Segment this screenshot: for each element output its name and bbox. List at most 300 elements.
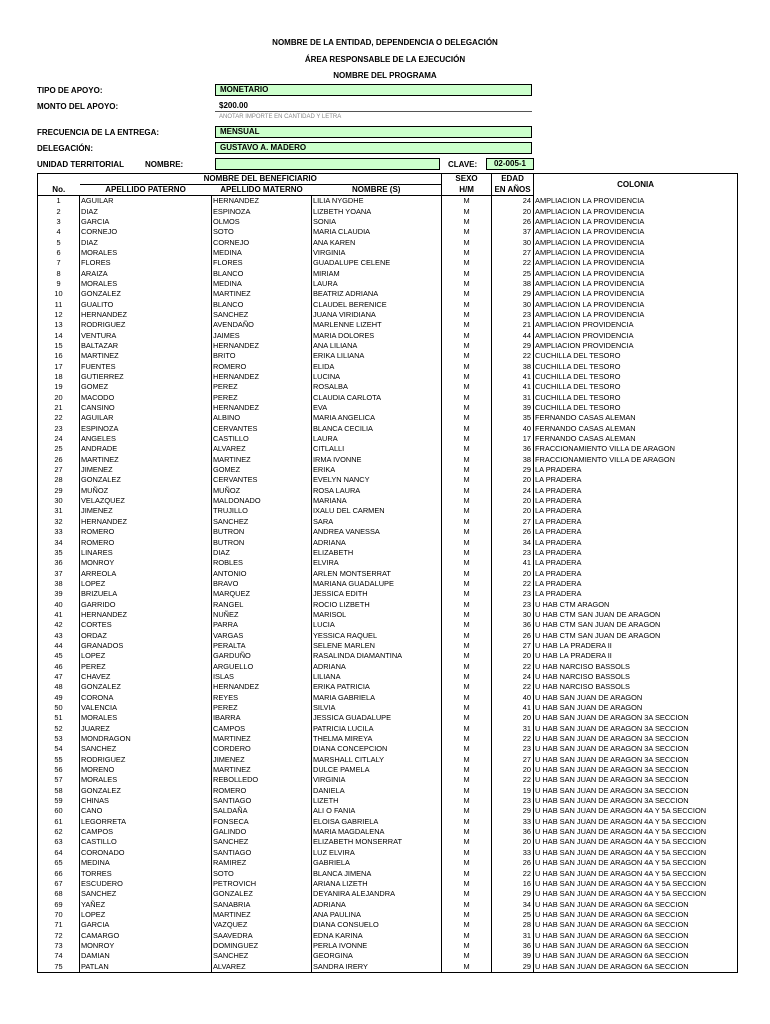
table-row	[38, 610, 738, 620]
nombre-cell: MARIANA GUADALUPE	[312, 579, 442, 589]
sexo-cell: M	[442, 237, 492, 247]
table-row	[38, 558, 738, 568]
apellido-paterno-cell: LEGORRETA	[80, 817, 212, 827]
apellido-paterno-cell: AGUILAR	[80, 413, 212, 423]
edad-cell: 29	[492, 961, 534, 972]
row-number-cell: 3	[38, 217, 80, 227]
nombre-cell: DANIELA	[312, 786, 442, 796]
nombre-cell: DEYANIRA ALEJANDRA	[312, 889, 442, 899]
sexo-cell: M	[442, 455, 492, 465]
sexo-cell: M	[442, 910, 492, 920]
sexo-cell: M	[442, 206, 492, 216]
tipo-label: TIPO DE APOYO:	[37, 86, 103, 95]
nombre-cell: LAURA	[312, 434, 442, 444]
nombre-cell: MIRIAM	[312, 268, 442, 278]
nombre-cell: CLAUDIA CARLOTA	[312, 393, 442, 403]
sexo-cell: M	[442, 227, 492, 237]
table-row	[38, 599, 738, 609]
colonia-cell: U HAB SAN JUAN DE ARAGON 6A SECCION	[534, 951, 738, 961]
apellido-materno-cell: HERNANDEZ	[212, 403, 312, 413]
row-number-cell: 41	[38, 610, 80, 620]
table-row	[38, 258, 738, 268]
colonia-cell: U HAB SAN JUAN DE ARAGON 6A SECCION	[534, 961, 738, 972]
nombre-cell: GEORGINA	[312, 951, 442, 961]
sexo-cell: M	[442, 382, 492, 392]
sexo-cell: M	[442, 558, 492, 568]
nombre-cell: LILIANA	[312, 672, 442, 682]
apellido-materno-cell: SANTIAGO	[212, 848, 312, 858]
apellido-materno-cell: MARTINEZ	[212, 289, 312, 299]
edad-cell: 25	[492, 910, 534, 920]
nombre-cell: MARLENNE LIZEHT	[312, 320, 442, 330]
apellido-materno-cell: DOMINGUEZ	[212, 941, 312, 951]
row-number-cell: 23	[38, 424, 80, 434]
apellido-materno-cell: GONZALEZ	[212, 889, 312, 899]
apellido-paterno-cell: MEDINA	[80, 858, 212, 868]
table-row	[38, 734, 738, 744]
apellido-materno-cell: CAMPOS	[212, 724, 312, 734]
edad-cell: 36	[492, 941, 534, 951]
colonia-cell: CUCHILLA DEL TESORO	[534, 393, 738, 403]
nombre-cell: LILIA NYGDHE	[312, 196, 442, 207]
row-number-cell: 50	[38, 703, 80, 713]
table-row	[38, 837, 738, 847]
table-row	[38, 920, 738, 930]
colonia-cell: U HAB SAN JUAN DE ARAGON 4A Y 5A SECCION	[534, 848, 738, 858]
colonia-cell: AMPLIACION LA PROVIDENCIA	[534, 237, 738, 247]
edad-cell: 24	[492, 486, 534, 496]
table-row	[38, 320, 738, 330]
monto-note: ANOTAR IMPORTE EN CANTIDAD Y LETRA	[219, 114, 342, 120]
apellido-materno-cell: BRAVO	[212, 579, 312, 589]
apellido-materno-cell: CORDERO	[212, 744, 312, 754]
sexo-cell: M	[442, 930, 492, 940]
colonia-cell: AMPLIACION LA PROVIDENCIA	[534, 248, 738, 258]
table-row	[38, 548, 738, 558]
nombre-cell: JUANA VIRIDIANA	[312, 310, 442, 320]
apellido-materno-cell: SOTO	[212, 227, 312, 237]
table-row	[38, 196, 738, 207]
apellido-materno-cell: AVENDAÑO	[212, 320, 312, 330]
sexo-cell: M	[442, 724, 492, 734]
colonia-cell: U HAB SAN JUAN DE ARAGON 4A Y 5A SECCION	[534, 806, 738, 816]
nombre-cell: PATRICIA LUCILA	[312, 724, 442, 734]
sexo-cell: M	[442, 848, 492, 858]
colonia-cell: U HAB CTM ARAGON	[534, 599, 738, 609]
colonia-cell: U HAB SAN JUAN DE ARAGON 6A SECCION	[534, 930, 738, 940]
clave-label: CLAVE:	[448, 160, 478, 169]
sexo-cell: M	[442, 703, 492, 713]
apellido-paterno-cell: HERNANDEZ	[80, 610, 212, 620]
row-number-cell: 53	[38, 734, 80, 744]
apellido-materno-cell: FONSECA	[212, 817, 312, 827]
sexo-cell: M	[442, 786, 492, 796]
nombre-cell: MARIA GABRIELA	[312, 693, 442, 703]
apellido-paterno-cell: MONROY	[80, 941, 212, 951]
table-row	[38, 506, 738, 516]
nombre-cell: RASALINDA DIAMANTINA	[312, 651, 442, 661]
apellido-paterno-cell: GONZALEZ	[80, 682, 212, 692]
table-row	[38, 806, 738, 816]
sexo-cell: M	[442, 579, 492, 589]
tipo-field[interactable]: MONETARIO	[215, 84, 532, 96]
apellido-paterno-cell: ANGELES	[80, 434, 212, 444]
colonia-cell: LA PRADERA	[534, 496, 738, 506]
nombre-cell: ELIZABETH	[312, 548, 442, 558]
apellido-materno-cell: JIMENEZ	[212, 755, 312, 765]
apellido-paterno-cell: JUAREZ	[80, 724, 212, 734]
table-row	[38, 910, 738, 920]
apellido-materno-cell: SANCHEZ	[212, 951, 312, 961]
row-number-cell: 17	[38, 362, 80, 372]
monto-label: MONTO DEL APOYO:	[37, 102, 119, 111]
sexo-cell: M	[442, 889, 492, 899]
colonia-cell: AMPLIACION LA PROVIDENCIA	[534, 268, 738, 278]
edad-cell: 22	[492, 579, 534, 589]
nombre-label: NOMBRE:	[145, 160, 184, 169]
apellido-materno-cell: HERNANDEZ	[212, 196, 312, 207]
edad-cell: 29	[492, 341, 534, 351]
row-number-cell: 70	[38, 910, 80, 920]
edad-cell: 22	[492, 258, 534, 268]
table-row	[38, 351, 738, 361]
apellido-paterno-cell: LINARES	[80, 548, 212, 558]
nombre-cell: IRMA IVONNE	[312, 455, 442, 465]
table-row	[38, 330, 738, 340]
edad-cell: 20	[492, 506, 534, 516]
nombre-cell: ELIZABETH MONSERRAT	[312, 837, 442, 847]
table-row	[38, 434, 738, 444]
apellido-paterno-cell: ESPINOZA	[80, 424, 212, 434]
edad-cell: 26	[492, 527, 534, 537]
nombre-cell: ANDREA VANESSA	[312, 527, 442, 537]
edad-cell: 33	[492, 848, 534, 858]
row-number-cell: 15	[38, 341, 80, 351]
sexo-cell: M	[442, 755, 492, 765]
apellido-materno-cell: SANCHEZ	[212, 310, 312, 320]
col-no: No.	[38, 185, 80, 196]
apellido-paterno-cell: LOPEZ	[80, 579, 212, 589]
apellido-materno-cell: CERVANTES	[212, 475, 312, 485]
apellido-materno-cell: GALINDO	[212, 827, 312, 837]
edad-cell: 27	[492, 517, 534, 527]
nombre-cell: LUZ ELVIRA	[312, 848, 442, 858]
colonia-cell: U HAB SAN JUAN DE ARAGON 3A SECCION	[534, 734, 738, 744]
sexo-cell: M	[442, 527, 492, 537]
apellido-materno-cell: SALDAÑA	[212, 806, 312, 816]
delegacion-field[interactable]: GUSTAVO A. MADERO	[215, 142, 532, 154]
apellido-materno-cell: ANTONIO	[212, 568, 312, 578]
apellido-paterno-cell: CORONA	[80, 693, 212, 703]
apellido-materno-cell: VARGAS	[212, 630, 312, 640]
table-row	[38, 620, 738, 630]
sexo-cell: M	[442, 537, 492, 547]
nombre-cell: MARIA ANGELICA	[312, 413, 442, 423]
table-row	[38, 237, 738, 247]
apellido-paterno-cell: VALENCIA	[80, 703, 212, 713]
colonia-cell: CUCHILLA DEL TESORO	[534, 372, 738, 382]
row-number-cell: 57	[38, 775, 80, 785]
sexo-cell: M	[442, 827, 492, 837]
apellido-paterno-cell: FLORES	[80, 258, 212, 268]
row-number-cell: 48	[38, 682, 80, 692]
apellido-materno-cell: FLORES	[212, 258, 312, 268]
colonia-cell: AMPLIACION LA PROVIDENCIA	[534, 258, 738, 268]
table-row	[38, 786, 738, 796]
nombre-cell: PERLA IVONNE	[312, 941, 442, 951]
nombre-cell: JESSICA EDITH	[312, 589, 442, 599]
table-row	[38, 672, 738, 682]
apellido-materno-cell: PEREZ	[212, 703, 312, 713]
nombre-cell: EVELYN NANCY	[312, 475, 442, 485]
table-row	[38, 217, 738, 227]
row-number-cell: 74	[38, 951, 80, 961]
sexo-cell: M	[442, 475, 492, 485]
row-number-cell: 20	[38, 393, 80, 403]
colonia-cell: U HAB CTM SAN JUAN DE ARAGON	[534, 610, 738, 620]
apellido-materno-cell: ROMERO	[212, 786, 312, 796]
sexo-cell: M	[442, 620, 492, 630]
apellido-materno-cell: HERNANDEZ	[212, 341, 312, 351]
sexo-cell: M	[442, 279, 492, 289]
table-row	[38, 413, 738, 423]
row-number-cell: 64	[38, 848, 80, 858]
nombre-cell: ARLEN MONTSERRAT	[312, 568, 442, 578]
table-row	[38, 848, 738, 858]
row-number-cell: 31	[38, 506, 80, 516]
table-row	[38, 568, 738, 578]
apellido-materno-cell: PERALTA	[212, 641, 312, 651]
colonia-cell: LA PRADERA	[534, 475, 738, 485]
edad-cell: 41	[492, 558, 534, 568]
colonia-cell: FERNANDO CASAS ALEMAN	[534, 413, 738, 423]
row-number-cell: 8	[38, 268, 80, 278]
edad-cell: 39	[492, 403, 534, 413]
entity-title: NOMBRE DE LA ENTIDAD, DEPENDENCIA O DELEGACIÓN	[272, 38, 498, 47]
table-row	[38, 899, 738, 909]
table-row	[38, 341, 738, 351]
apellido-materno-cell: DIAZ	[212, 548, 312, 558]
sexo-cell: M	[442, 661, 492, 671]
nombre-cell: BEATRIZ ADRIANA	[312, 289, 442, 299]
colonia-cell: LA PRADERA	[534, 465, 738, 475]
apellido-materno-cell: PEREZ	[212, 393, 312, 403]
apellido-materno-cell: REBOLLEDO	[212, 775, 312, 785]
nombre-cell: ELOISA GABRIELA	[312, 817, 442, 827]
sexo-cell: M	[442, 403, 492, 413]
row-number-cell: 75	[38, 961, 80, 972]
table-row	[38, 579, 738, 589]
table-row	[38, 527, 738, 537]
apellido-paterno-cell: RODRIGUEZ	[80, 755, 212, 765]
apellido-paterno-cell: YAÑEZ	[80, 899, 212, 909]
table-row	[38, 486, 738, 496]
row-number-cell: 68	[38, 889, 80, 899]
edad-cell: 23	[492, 796, 534, 806]
apellido-materno-cell: BUTRON	[212, 527, 312, 537]
nombre-cell: GUADALUPE CELENE	[312, 258, 442, 268]
apellido-paterno-cell: VELAZQUEZ	[80, 496, 212, 506]
colonia-cell: AMPLIACION LA PROVIDENCIA	[534, 196, 738, 207]
apellido-paterno-cell: DIAZ	[80, 206, 212, 216]
sexo-cell: M	[442, 961, 492, 972]
apellido-materno-cell: SOTO	[212, 868, 312, 878]
edad-cell: 24	[492, 672, 534, 682]
apellido-paterno-cell: PEREZ	[80, 661, 212, 671]
nombre-cell: MARIANA	[312, 496, 442, 506]
row-number-cell: 45	[38, 651, 80, 661]
edad-cell: 28	[492, 920, 534, 930]
row-number-cell: 29	[38, 486, 80, 496]
table-row	[38, 496, 738, 506]
nombre-cell: CLAUDEL BERENICE	[312, 299, 442, 309]
edad-cell: 29	[492, 465, 534, 475]
edad-cell: 30	[492, 237, 534, 247]
apellido-paterno-cell: CHAVEZ	[80, 672, 212, 682]
nombre-cell: MARIA DOLORES	[312, 330, 442, 340]
sexo-cell: M	[442, 837, 492, 847]
nombre-cell: ALI O FANIA	[312, 806, 442, 816]
col-sexo-1: SEXO	[442, 174, 492, 185]
edad-cell: 38	[492, 362, 534, 372]
apellido-paterno-cell: CANO	[80, 806, 212, 816]
nombre-cell: THELMA MIREYA	[312, 734, 442, 744]
row-number-cell: 62	[38, 827, 80, 837]
row-number-cell: 44	[38, 641, 80, 651]
colonia-cell: U HAB SAN JUAN DE ARAGON 3A SECCION	[534, 713, 738, 723]
edad-cell: 25	[492, 268, 534, 278]
colonia-cell: U HAB CTM SAN JUAN DE ARAGON	[534, 620, 738, 630]
sexo-cell: M	[442, 713, 492, 723]
table-row	[38, 682, 738, 692]
nombre-cell: LUCIA	[312, 620, 442, 630]
sexo-cell: M	[442, 568, 492, 578]
table-row	[38, 227, 738, 237]
colonia-cell: AMPLIACION LA PROVIDENCIA	[534, 289, 738, 299]
apellido-materno-cell: JAIMES	[212, 330, 312, 340]
edad-cell: 27	[492, 248, 534, 258]
table-row	[38, 755, 738, 765]
unidad-nombre-field[interactable]	[215, 158, 440, 170]
apellido-materno-cell: MARTINEZ	[212, 910, 312, 920]
table-row	[38, 951, 738, 961]
colonia-cell: AMPLIACION PROVIDENCIA	[534, 330, 738, 340]
clave-field[interactable]: 02-005-1	[486, 158, 534, 170]
frecuencia-field[interactable]: MENSUAL	[215, 126, 532, 138]
edad-cell: 23	[492, 744, 534, 754]
apellido-paterno-cell: HERNANDEZ	[80, 517, 212, 527]
table-row	[38, 455, 738, 465]
sexo-cell: M	[442, 465, 492, 475]
apellido-materno-cell: GARDUÑO	[212, 651, 312, 661]
sexo-cell: M	[442, 796, 492, 806]
nombre-cell: LIZBETH YOANA	[312, 206, 442, 216]
sexo-cell: M	[442, 693, 492, 703]
apellido-materno-cell: SAAVEDRA	[212, 930, 312, 940]
apellido-paterno-cell: JIMENEZ	[80, 465, 212, 475]
sexo-cell: M	[442, 951, 492, 961]
colonia-cell: LA PRADERA	[534, 548, 738, 558]
col-colonia: COLONIA	[534, 174, 738, 196]
nombre-cell: IXALU DEL CARMEN	[312, 506, 442, 516]
row-number-cell: 58	[38, 786, 80, 796]
edad-cell: 22	[492, 351, 534, 361]
edad-cell: 30	[492, 299, 534, 309]
apellido-paterno-cell: GUTIERREZ	[80, 372, 212, 382]
table-row	[38, 961, 738, 972]
apellido-materno-cell: PARRA	[212, 620, 312, 630]
apellido-paterno-cell: CANSINO	[80, 403, 212, 413]
row-number-cell: 54	[38, 744, 80, 754]
apellido-paterno-cell: BRIZUELA	[80, 589, 212, 599]
apellido-paterno-cell: LOPEZ	[80, 910, 212, 920]
edad-cell: 36	[492, 620, 534, 630]
apellido-materno-cell: ROBLES	[212, 558, 312, 568]
table-row	[38, 424, 738, 434]
sexo-cell: M	[442, 310, 492, 320]
edad-cell: 20	[492, 568, 534, 578]
row-number-cell: 26	[38, 455, 80, 465]
apellido-paterno-cell: ARAIZA	[80, 268, 212, 278]
apellido-materno-cell: ROMERO	[212, 362, 312, 372]
row-number-cell: 28	[38, 475, 80, 485]
nombre-cell: SANDRA IRERY	[312, 961, 442, 972]
table-row	[38, 279, 738, 289]
area-title: ÁREA RESPONSABLE DE LA EJECUCIÓN	[304, 55, 466, 64]
table-row	[38, 817, 738, 827]
sexo-cell: M	[442, 434, 492, 444]
table-row	[38, 868, 738, 878]
colonia-cell: U HAB SAN JUAN DE ARAGON 6A SECCION	[534, 920, 738, 930]
sexo-cell: M	[442, 413, 492, 423]
col-apellido-materno: APELLIDO MATERNO	[212, 185, 312, 196]
col-sexo-2: H/M	[442, 185, 492, 196]
apellido-materno-cell: CERVANTES	[212, 424, 312, 434]
row-number-cell: 16	[38, 351, 80, 361]
colonia-cell: U HAB NARCISO BASSOLS	[534, 672, 738, 682]
nombre-cell: EVA	[312, 403, 442, 413]
colonia-cell: U HAB SAN JUAN DE ARAGON 4A Y 5A SECCION	[534, 837, 738, 847]
edad-cell: 31	[492, 724, 534, 734]
colonia-cell: U HAB NARCISO BASSOLS	[534, 682, 738, 692]
nombre-cell: SILVIA	[312, 703, 442, 713]
apellido-paterno-cell: CASTILLO	[80, 837, 212, 847]
beneficiary-group-header: NOMBRE DEL BENEFICIARIO	[80, 174, 442, 185]
monto-field[interactable]: $200.00	[215, 100, 532, 112]
colonia-cell: LA PRADERA	[534, 558, 738, 568]
apellido-materno-cell: MEDINA	[212, 279, 312, 289]
apellido-materno-cell: OLMOS	[212, 217, 312, 227]
sexo-cell: M	[442, 393, 492, 403]
row-number-cell: 5	[38, 237, 80, 247]
col-apellido-paterno: APELLIDO PATERNO	[80, 185, 212, 196]
nombre-cell: MARSHALL CITLALY	[312, 755, 442, 765]
apellido-paterno-cell: MORALES	[80, 775, 212, 785]
edad-cell: 20	[492, 837, 534, 847]
apellido-paterno-cell: GONZALEZ	[80, 475, 212, 485]
table-row	[38, 651, 738, 661]
colonia-cell: U HAB SAN JUAN DE ARAGON 4A Y 5A SECCION	[534, 817, 738, 827]
apellido-paterno-cell: MORALES	[80, 713, 212, 723]
colonia-cell: U HAB LA PRADERA II	[534, 651, 738, 661]
row-number-cell: 55	[38, 755, 80, 765]
apellido-paterno-cell: SANCHEZ	[80, 889, 212, 899]
colonia-cell: U HAB SAN JUAN DE ARAGON 4A Y 5A SECCION	[534, 827, 738, 837]
table-row	[38, 661, 738, 671]
apellido-materno-cell: ALBINO	[212, 413, 312, 423]
apellido-materno-cell: MALDONADO	[212, 496, 312, 506]
table-row	[38, 517, 738, 527]
